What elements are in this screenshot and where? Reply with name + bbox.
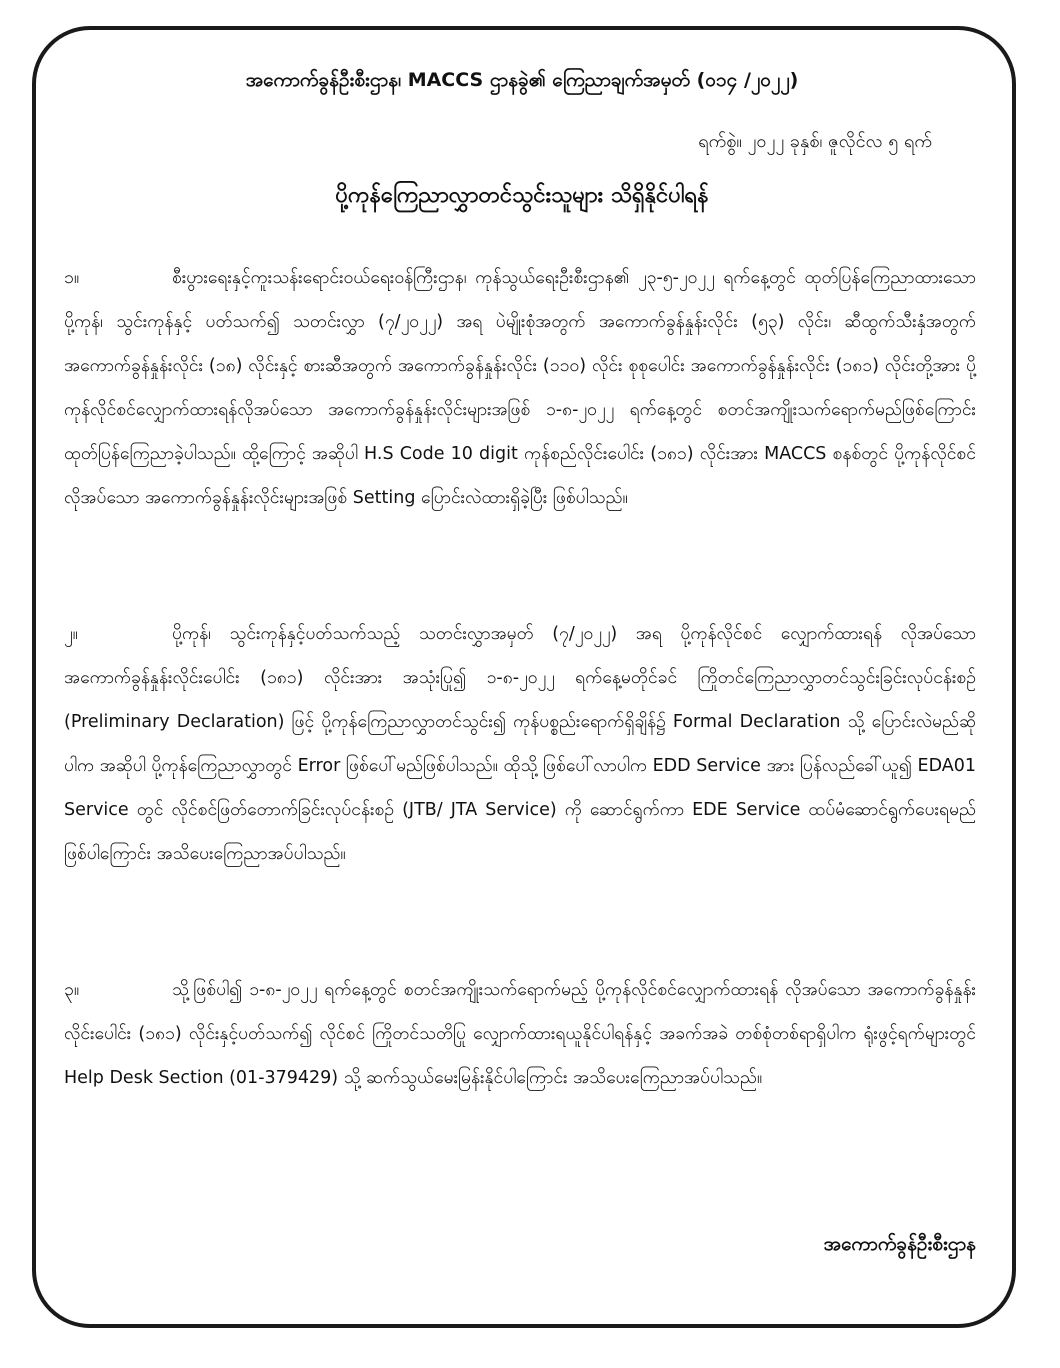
announcement-title: အကောက်ခွန်ဦးစီးဌာန၊ MACCS ဌာနခွဲ၏ ကြေညာချက်အမှတ် (၀၁၄ /၂၀၂၂) <box>245 69 799 91</box>
announcement-date: ရက်စွဲ။ ၂၀၂၂ ခုနှစ်၊ ဇူလိုင်လ ၅ ရက် <box>698 131 932 152</box>
paragraph-3 <box>64 968 976 1100</box>
main-heading: ပို့ကုန်ကြေညာလွှာတင်သွင်းသူများ သိရှိနိုင်ပါရန် <box>335 183 709 208</box>
paragraph-1 <box>64 256 976 520</box>
paragraph-text: စီးပွားရေးနှင့်ကူးသန်းရောင်းဝယ်ရေးဝန်ကြီးဌာန၊ ကုန်သွယ်ရေးဦးစီးဌာန၏ ၂၃-၅-၂၀၂၂ ရက်နေ့တွင် ထုတ်ပြန်ကြေညာထားသော ပို့ကုန်၊ သွင်းကုန်နှင့် ပတ်သက်၍ သတင်းလွှာ (၇/၂၀၂၂) အရ ပဲမျိုးစုံအတွက် အကောက်ခွန်နှုန်းလိုင်း (၅၃) လိုင်း၊ ဆီထွက်သီးနှံအတွက် အကောက်ခွန်နှုန်းလိုင်း (၁၈) လိုင်းနှင့် စားဆီအတွက် အကောက်ခွန်နှုန်းလိုင်း (၁၁၀) လိုင်း စုစုပေါင်း အကောက်ခွန်နှုန်းလိုင်း (၁၈၁) လိုင်းတို့အား ပို့ကုန်လိုင်စင်လျှောက်ထားရန်လိုအပ်သော အကောက်ခွန်နှုန်းလိုင်းများအဖြစ် ၁-၈-၂၀၂၂ ရက်နေ့တွင် စတင်အကျိုးသက်ရောက်မည်ဖြစ်ကြောင်း ထုတ်ပြန်ကြေညာခဲ့ပါသည်။ ထို့ကြောင့် အဆိုပါ H.S Code 10 digit ကုန်စည်လိုင်းပေါင်း (၁၈၁) လိုင်းအား MACCS စနစ်တွင် ပို့ကုန်လိုင်စင်လိုအပ်သော အကောက်ခွန်နှုန်းလိုင်းများအဖြစ် Setting ပြောင်းလဲထားရှိခဲ့ပြီး ဖြစ်ပါသည်။ <box>64 268 976 508</box>
paragraph-2 <box>64 612 976 876</box>
paragraph-number: ၁။ <box>64 268 80 288</box>
signature: အကောက်ခွန်ဦးစီးဌာန <box>823 1233 976 1255</box>
paragraph-number: ၃။ <box>64 980 80 1000</box>
paragraph-text: ပို့ကုန်၊ သွင်းကုန်နှင့်ပတ်သက်သည့် သတင်းလွှာအမှတ် (၇/၂၀၂၂) အရ ပို့ကုန်လိုင်စင် လျှောက်ထားရန် လိုအပ်သော အကောက်ခွန်နှုန်းလိုင်းပေါင်း (၁၈၁) လိုင်းအား အသုံးပြု၍ ၁-၈-၂၀၂၂ ရက်နေ့မတိုင်ခင် ကြိုတင်ကြေညာလွှာတင်သွင်းခြင်းလုပ်ငန်းစဉ် (Preliminary Declaration) ဖြင့် ပို့ကုန်ကြေညာလွှာတင်သွင်း၍ ကုန်ပစ္စည်းရောက်ရှိချိန်၌ Formal Declaration သို့ ပြောင်းလဲမည်ဆိုပါက အဆိုပါ ပို့ကုန်ကြေညာလွှာတွင် Error ဖြစ်ပေါ်မည်ဖြစ်ပါသည်။ ထိုသို့ ဖြစ်ပေါ်လာပါက EDD Service အား ပြန်လည်ခေါ်ယူ၍ EDA01 Service တွင် လိုင်စင်ဖြတ်တောက်ခြင်းလုပ်ငန်းစဉ် (JTB/ JTA Service) ကို ဆောင်ရွက်ကာ EDE Service ထပ်မံဆောင်ရွက်ပေးရမည် ဖြစ်ပါကြောင်း အသိပေးကြေညာအပ်ပါသည်။ <box>64 624 976 864</box>
paragraph-number: ၂။ <box>64 624 78 644</box>
paragraph-text: သို့ဖြစ်ပါ၍ ၁-၈-၂၀၂၂ ရက်နေ့တွင် စတင်အကျိုးသက်ရောက်မည့် ပို့ကုန်လိုင်စင်လျှောက်ထားရန် လိုအပ်သော အကောက်ခွန်နှုန်းလိုင်းပေါင်း (၁၈၁) လိုင်းနှင့်ပတ်သက်၍ လိုင်စင် ကြိုတင်သတိပြု လျှောက်ထားရယူနိုင်ပါရန်နှင့် အခက်အခဲ တစ်စုံတစ်ရာရှိပါက ရုံးဖွင့်ရက်များတွင် Help Desk Section (01-379429) သို့ ဆက်သွယ်မေးမြန်းနိုင်ပါကြောင်း အသိပေးကြေညာအပ်ပါသည်။ <box>64 980 976 1088</box>
